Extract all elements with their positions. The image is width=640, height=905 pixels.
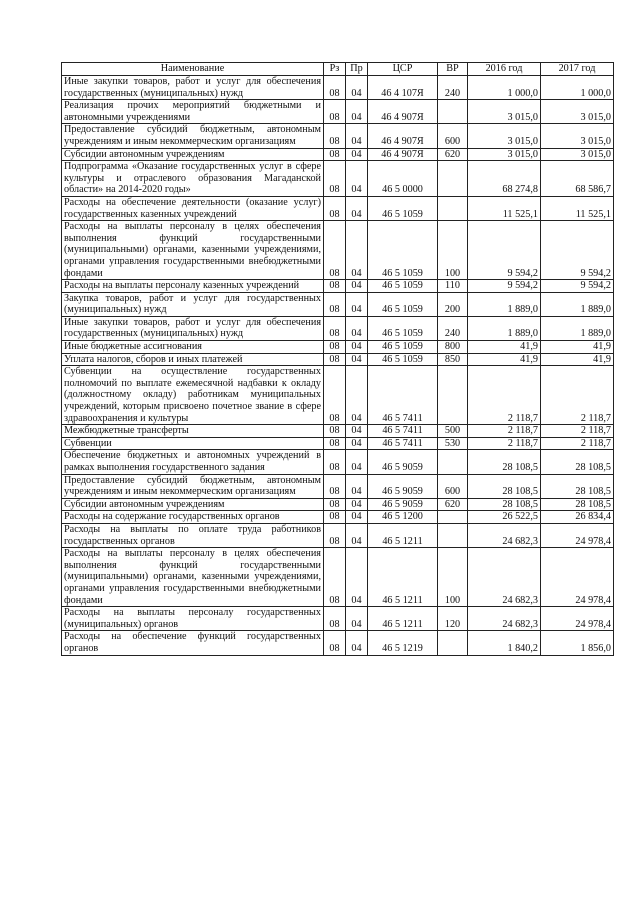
cell-csr: 46 4 907Я — [368, 148, 438, 161]
cell-csr: 46 5 1059 — [368, 341, 438, 354]
cell-2016: 2 118,7 — [468, 366, 541, 425]
cell-vr: 110 — [438, 280, 468, 293]
cell-csr: 46 5 1219 — [368, 631, 438, 655]
cell-rz: 08 — [324, 523, 346, 547]
cell-2016: 1 000,0 — [468, 76, 541, 100]
cell-pr: 04 — [346, 607, 368, 631]
cell-name: Расходы на выплаты персоналу государственных (муниципальных) органов — [62, 607, 324, 631]
cell-pr: 04 — [346, 548, 368, 607]
cell-csr: 46 5 1059 — [368, 280, 438, 293]
cell-csr: 46 5 1200 — [368, 511, 438, 524]
cell-2017: 1 856,0 — [541, 631, 614, 655]
cell-name: Расходы на выплаты персоналу казенных учреждений — [62, 280, 324, 293]
table-row — [62, 280, 614, 293]
cell-name: Закупка товаров, работ и услуг для государственных (муниципальных) нужд — [62, 292, 324, 316]
cell-csr: 46 5 9059 — [368, 474, 438, 498]
cell-rz: 08 — [324, 425, 346, 438]
cell-2016: 2 118,7 — [468, 425, 541, 438]
cell-2017: 24 978,4 — [541, 548, 614, 607]
header-csr: ЦСР — [368, 63, 438, 76]
cell-2016: 3 015,0 — [468, 148, 541, 161]
cell-vr: 240 — [438, 76, 468, 100]
cell-2017: 24 978,4 — [541, 523, 614, 547]
cell-vr — [438, 511, 468, 524]
cell-csr: 46 5 7411 — [368, 366, 438, 425]
table-row — [62, 631, 614, 655]
cell-name: Предоставление субсидий бюджетным, автономным учреждениям и иным некоммерческим организациям — [62, 124, 324, 148]
cell-vr: 620 — [438, 498, 468, 511]
cell-rz: 08 — [324, 148, 346, 161]
cell-rz: 08 — [324, 124, 346, 148]
cell-2017: 3 015,0 — [541, 100, 614, 124]
cell-vr: 500 — [438, 425, 468, 438]
cell-vr — [438, 100, 468, 124]
cell-name: Межбюджетные трансферты — [62, 425, 324, 438]
cell-csr: 46 4 107Я — [368, 76, 438, 100]
cell-rz: 08 — [324, 474, 346, 498]
cell-csr: 46 5 1059 — [368, 292, 438, 316]
cell-csr: 46 5 7411 — [368, 425, 438, 438]
table-row — [62, 425, 614, 438]
header-rz: Рз — [324, 63, 346, 76]
cell-rz: 08 — [324, 548, 346, 607]
cell-csr: 46 5 1059 — [368, 316, 438, 340]
cell-vr: 100 — [438, 221, 468, 280]
cell-name: Субсидии автономным учреждениям — [62, 148, 324, 161]
cell-pr: 04 — [346, 124, 368, 148]
budget-table — [61, 62, 614, 656]
cell-pr: 04 — [346, 341, 368, 354]
cell-csr: 46 5 1211 — [368, 548, 438, 607]
cell-csr: 46 4 907Я — [368, 100, 438, 124]
cell-pr: 04 — [346, 498, 368, 511]
table-row — [62, 437, 614, 450]
cell-vr: 850 — [438, 353, 468, 366]
table-row — [62, 523, 614, 547]
cell-pr: 04 — [346, 196, 368, 220]
header-pr: Пр — [346, 63, 368, 76]
cell-csr: 46 5 9059 — [368, 498, 438, 511]
cell-2016: 1 889,0 — [468, 292, 541, 316]
cell-2016: 9 594,2 — [468, 221, 541, 280]
header-2016: 2016 год — [468, 63, 541, 76]
cell-pr: 04 — [346, 280, 368, 293]
cell-csr: 46 5 9059 — [368, 450, 438, 474]
cell-vr: 600 — [438, 124, 468, 148]
table-row — [62, 353, 614, 366]
cell-csr: 46 5 7411 — [368, 437, 438, 450]
cell-rz: 08 — [324, 341, 346, 354]
cell-2017: 2 118,7 — [541, 425, 614, 438]
cell-2017: 2 118,7 — [541, 437, 614, 450]
cell-vr — [438, 161, 468, 197]
cell-rz: 08 — [324, 498, 346, 511]
cell-2017: 3 015,0 — [541, 124, 614, 148]
cell-csr: 46 5 1059 — [368, 221, 438, 280]
cell-vr: 800 — [438, 341, 468, 354]
cell-pr: 04 — [346, 292, 368, 316]
cell-2017: 1 889,0 — [541, 292, 614, 316]
cell-pr: 04 — [346, 425, 368, 438]
cell-2017: 28 108,5 — [541, 450, 614, 474]
cell-rz: 08 — [324, 161, 346, 197]
cell-name: Обеспечение бюджетных и автономных учреждений в рамках выполнения государственного задания — [62, 450, 324, 474]
cell-name: Субвенции — [62, 437, 324, 450]
table-row — [62, 221, 614, 280]
cell-name: Реализация прочих мероприятий бюджетными и автономными учреждениями — [62, 100, 324, 124]
cell-rz: 08 — [324, 100, 346, 124]
cell-vr: 620 — [438, 148, 468, 161]
cell-name: Иные закупки товаров, работ и услуг для обеспечения государственных (муниципальных) нужд — [62, 76, 324, 100]
cell-pr: 04 — [346, 511, 368, 524]
table-row — [62, 341, 614, 354]
cell-rz: 08 — [324, 511, 346, 524]
cell-2017: 41,9 — [541, 341, 614, 354]
cell-pr: 04 — [346, 76, 368, 100]
cell-pr: 04 — [346, 631, 368, 655]
cell-pr: 04 — [346, 353, 368, 366]
table-row — [62, 366, 614, 425]
cell-name: Предоставление субсидий бюджетным, автономным учреждениям и иным некоммерческим организациям — [62, 474, 324, 498]
cell-2017: 41,9 — [541, 353, 614, 366]
cell-2017: 26 834,4 — [541, 511, 614, 524]
cell-2016: 26 522,5 — [468, 511, 541, 524]
cell-csr: 46 5 0000 — [368, 161, 438, 197]
cell-pr: 04 — [346, 523, 368, 547]
header-row — [62, 63, 614, 76]
cell-2016: 24 682,3 — [468, 607, 541, 631]
cell-2017: 68 586,7 — [541, 161, 614, 197]
cell-pr: 04 — [346, 148, 368, 161]
cell-2017: 2 118,7 — [541, 366, 614, 425]
cell-2016: 3 015,0 — [468, 100, 541, 124]
cell-rz: 08 — [324, 280, 346, 293]
table-row — [62, 511, 614, 524]
cell-pr: 04 — [346, 161, 368, 197]
cell-2017: 11 525,1 — [541, 196, 614, 220]
cell-2017: 1 000,0 — [541, 76, 614, 100]
cell-2016: 28 108,5 — [468, 450, 541, 474]
table-row — [62, 498, 614, 511]
table-row — [62, 607, 614, 631]
header-2017: 2017 год — [541, 63, 614, 76]
cell-2016: 1 889,0 — [468, 316, 541, 340]
table-row — [62, 474, 614, 498]
cell-vr — [438, 366, 468, 425]
cell-csr: 46 5 1059 — [368, 353, 438, 366]
table-row — [62, 316, 614, 340]
cell-2016: 68 274,8 — [468, 161, 541, 197]
cell-2017: 1 889,0 — [541, 316, 614, 340]
cell-name: Субсидии автономным учреждениям — [62, 498, 324, 511]
cell-rz: 08 — [324, 631, 346, 655]
cell-name: Расходы на выплаты по оплате труда работников государственных органов — [62, 523, 324, 547]
cell-2016: 2 118,7 — [468, 437, 541, 450]
cell-rz: 08 — [324, 221, 346, 280]
cell-pr: 04 — [346, 316, 368, 340]
cell-vr: 120 — [438, 607, 468, 631]
cell-csr: 46 4 907Я — [368, 124, 438, 148]
cell-name: Иные закупки товаров, работ и услуг для обеспечения государственных (муниципальных) нужд — [62, 316, 324, 340]
cell-csr: 46 5 1211 — [368, 607, 438, 631]
table-row — [62, 292, 614, 316]
cell-pr: 04 — [346, 474, 368, 498]
cell-2017: 9 594,2 — [541, 280, 614, 293]
cell-name: Расходы на выплаты персоналу в целях обеспечения выполнения функций государственными (муниципальными) органами, казенными учреждениями, органами управления государственными внебюджетными фондами — [62, 221, 324, 280]
cell-rz: 08 — [324, 607, 346, 631]
header-name: Наименование — [62, 63, 324, 76]
cell-2016: 28 108,5 — [468, 498, 541, 511]
cell-vr: 240 — [438, 316, 468, 340]
cell-name: Расходы на обеспечение функций государственных органов — [62, 631, 324, 655]
cell-2016: 41,9 — [468, 341, 541, 354]
cell-2016: 24 682,3 — [468, 523, 541, 547]
table-row — [62, 100, 614, 124]
cell-2016: 24 682,3 — [468, 548, 541, 607]
cell-2016: 28 108,5 — [468, 474, 541, 498]
cell-rz: 08 — [324, 196, 346, 220]
cell-name: Расходы на содержание государственных органов — [62, 511, 324, 524]
cell-rz: 08 — [324, 76, 346, 100]
cell-2017: 3 015,0 — [541, 148, 614, 161]
table-row — [62, 161, 614, 197]
header-vr: ВР — [438, 63, 468, 76]
cell-2016: 9 594,2 — [468, 280, 541, 293]
cell-2016: 11 525,1 — [468, 196, 541, 220]
table-row — [62, 76, 614, 100]
cell-vr: 200 — [438, 292, 468, 316]
table-row — [62, 124, 614, 148]
cell-vr — [438, 523, 468, 547]
cell-2017: 9 594,2 — [541, 221, 614, 280]
cell-2016: 3 015,0 — [468, 124, 541, 148]
cell-rz: 08 — [324, 450, 346, 474]
cell-vr — [438, 450, 468, 474]
cell-pr: 04 — [346, 450, 368, 474]
cell-vr: 600 — [438, 474, 468, 498]
table-row — [62, 148, 614, 161]
cell-csr: 46 5 1059 — [368, 196, 438, 220]
cell-name: Субвенции на осуществление государственных полномочий по выплате ежемесячной надбавки к окладу (должностному окладу) работникам муниципальных учреждений, которым присвоено почетное звание в сфере здравоохранения и культуры — [62, 366, 324, 425]
cell-rz: 08 — [324, 316, 346, 340]
cell-name: Подпрограмма «Оказание государственных услуг в сфере культуры и отраслевого образования Магаданской области» на 2014-2020 годы» — [62, 161, 324, 197]
cell-csr: 46 5 1211 — [368, 523, 438, 547]
cell-rz: 08 — [324, 292, 346, 316]
cell-2016: 41,9 — [468, 353, 541, 366]
table-row — [62, 196, 614, 220]
cell-pr: 04 — [346, 221, 368, 280]
table-row — [62, 450, 614, 474]
cell-name: Расходы на обеспечение деятельности (оказание услуг) государственных казенных учреждений — [62, 196, 324, 220]
cell-vr: 100 — [438, 548, 468, 607]
cell-rz: 08 — [324, 353, 346, 366]
cell-2017: 28 108,5 — [541, 474, 614, 498]
cell-2017: 28 108,5 — [541, 498, 614, 511]
cell-name: Иные бюджетные ассигнования — [62, 341, 324, 354]
cell-name: Расходы на выплаты персоналу в целях обеспечения выполнения функций государственными (муниципальными) органами, казенными учреждениями, органами управления государственными внебюджетными фондами — [62, 548, 324, 607]
cell-name: Уплата налогов, сборов и иных платежей — [62, 353, 324, 366]
cell-vr — [438, 196, 468, 220]
cell-2017: 24 978,4 — [541, 607, 614, 631]
cell-rz: 08 — [324, 437, 346, 450]
cell-pr: 04 — [346, 437, 368, 450]
cell-vr: 530 — [438, 437, 468, 450]
table-row — [62, 548, 614, 607]
cell-pr: 04 — [346, 100, 368, 124]
cell-2016: 1 840,2 — [468, 631, 541, 655]
cell-vr — [438, 631, 468, 655]
cell-rz: 08 — [324, 366, 346, 425]
cell-pr: 04 — [346, 366, 368, 425]
